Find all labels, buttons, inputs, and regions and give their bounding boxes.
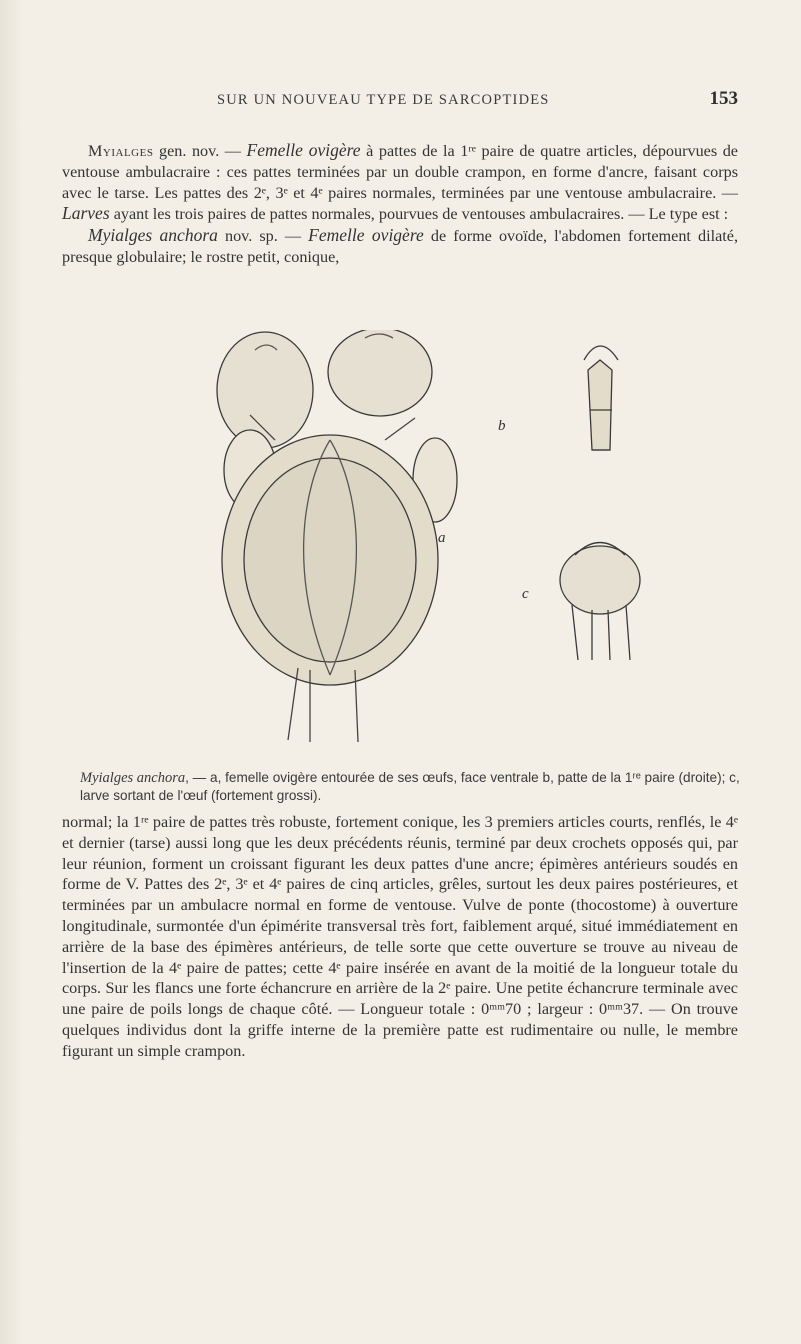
paragraph-text: ayant les trois paires de pattes normales, pourvues de ventouses ambulacraires. — Le type est : [109,205,729,224]
paragraph-genus [62,140,738,225]
figure-c-larva [560,543,640,661]
italic-term: Larves [62,203,110,224]
paragraph-description: normal; la 1ʳᵉ paire de pattes très robuste, fortement conique, les 3 premiers articles courts, renflés, le 4ᵉ et dernier (tarse) aussi long que les deux précédents réunis, terminé par deux crochets opposés qui, par leur réunion, forment un croissant figurant les deux pattes d'une ancre; épimères antérieurs soudés en forme de V. Pattes des 2ᵉ, 3ᵉ et 4ᵉ paires de cinq articles, grêles, surtout les deux paires postérieures, et terminées par un ambulacre normal en forme de ventouse. Vulve de ponte (thocostome) à ouverture longitudinale, surmontée d'un épimérite transversal très fort, faiblement arqué, situé immédiatement en arrière de la base des épimères antérieurs, de telle sorte que cette ouverture se trouve au niveau de l'insertion de la 4ᵉ paire de pattes; cette 4ᵉ paire insérée en avant de la moitié de la longueur totale du corps. Sur les flancs une forte échancrure en arrière de la 2ᵉ paire. Une petite échancrure terminale avec une paire de poils longs de chaque côté. — Longueur totale : 0ᵐᵐ70 ; largeur : 0ᵐᵐ37. — On trouve quelques individus dont la griffe interne de la première patte est rudimentaire ou nulle, le membre figurant un simple crampon. [62,813,738,1060]
running-head [62,88,738,118]
italic-term: Femelle ovigère [308,225,424,246]
figure-b-leg [584,346,618,450]
figure-a-ovigerous-female [217,330,457,742]
italic-term: Femelle ovigère [246,140,361,160]
figure-caption [80,769,740,804]
figure-label-b: b [498,418,506,434]
text-block-bottom [62,812,738,1062]
paragraph-species [62,225,738,268]
paragraph-text: nov. sp. — [217,227,309,246]
species-name: Myialges anchora [88,225,218,246]
figure-illustration [180,330,650,760]
page-number: 153 [709,88,738,109]
caption-species-name: Myialges anchora [80,770,186,786]
figure [180,330,650,760]
running-head-title: SUR UN NOUVEAU TYPE DE SARCOPTIDES [217,92,550,108]
paragraph-text: de forme ovoïde, l'abdomen fortement dilaté, presque globulaire; le rostre petit, conique, [62,227,738,266]
figure-label-c: c [522,586,529,602]
genus-name: Myialges [88,142,154,160]
paragraph-text: gen. nov. — [153,142,247,160]
text-block-top [62,140,738,268]
paragraph-text: à pattes de la 1ʳᵉ paire de quatre articles, dépourvues de ventouse ambulacraire : ces pattes terminées par un double crampon, en forme d'ancre, faisant corps avec le tarse. Les pattes des 2ᵉ, 3ᵉ et 4ᵉ paires normales, terminées par une ventouse ambulacraire. — [62,142,738,202]
figure-label-a: a [438,530,446,546]
caption-text: , — a, femelle ovigère entourée de ses œufs, face ventrale b, patte de la 1ʳᵉ paire (droite); c, larve sortant de l'œuf (fortement grossi). [80,770,740,803]
